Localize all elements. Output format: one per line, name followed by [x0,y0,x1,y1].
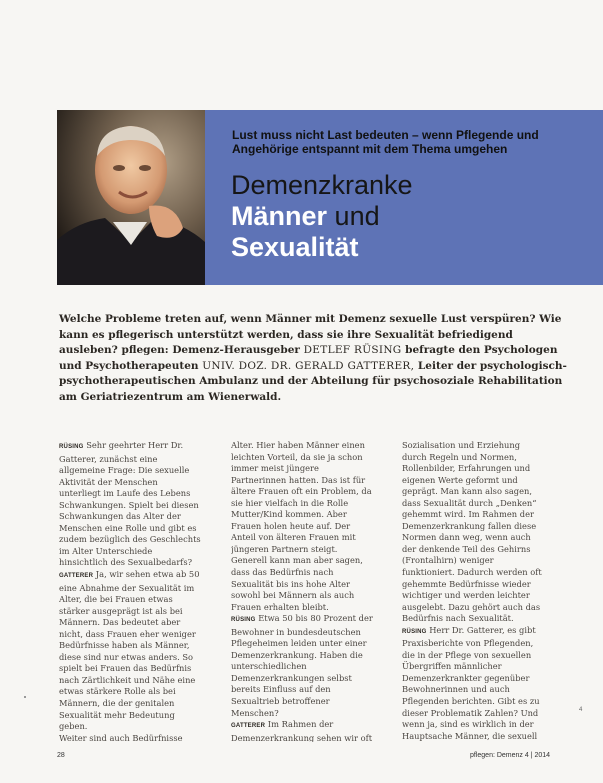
col2-text-3: Im Rahmen der Demenzerkrankung sehen wir oft [231,719,373,742]
col2-paragraph-1: Alter. Hier haben Männer einen leichten Vorteil, da sie ja schon immer meist jüngere Partnerinnen hatten. Das ist für ältere Frauen oft ein Problem, da sie hier vielfach in die Rolle Mutter/Kind kommen. Aber Frauen holen heute auf. Der Anteil von älteren Frauen mit jüngeren Partnern steigt. Generell kann man aber sagen, dass das Bedürfnis nach Sexualität bis ins hohe Alter sowohl bei Männern als auch Frauen erhalten bleibt. [231,440,372,612]
speaker-label: GATTERER [59,573,94,580]
margin-mark [24,696,26,698]
portrait-photo [57,110,205,285]
col1-paragraph-1 [59,440,201,569]
intro-name-ruesing: DETLEF RÜSING [303,344,402,356]
article-title [231,170,591,263]
intro-text-2: befragte den Psychologen und Psychotherapeuten [59,344,558,372]
journal-footer: pflegen: Demenz 4 | 2014 [470,752,551,759]
col2-paragraph-3 [231,719,373,742]
title-word-sexualitaet: Sexualität [231,232,359,262]
col2-text-2: Etwa 50 bis 80 Prozent der Bewohner in bundesdeutschen Pflegeheimen leiden unter einer Demenzerkrankung. Haben die unterschiedlichen Demenzerkrankungen selbst bereits Einfluss auf den Sexualtrieb betroffener Menschen? [231,613,373,718]
col3-text-2: Herr Dr. Gatterer, es gibt Praxisberichte von Pflegenden, die in der Pflege von sexuellen Übergriffen männlicher Demenzerkrankter gegenüber Bewohnerinnen und auch Pflegenden berichten. Gibt es zu dieser Problematik Zahlen? Und wenn ja, sind es wirklich in der Hauptsache Männer, die sexuell [402,624,540,741]
intro-text-1: Welche Probleme treten auf, wenn Männer mit Demenz sexuelle Lust verspüren? Wie kann es pflegerisch unterstützt werden, dass sie ihre Sexualität befriedigend ausleben? pflegen: Demenz-Herausgeber [59,313,562,356]
speaker-label: RÜSING [59,444,84,450]
col1-text-1: Sehr geehrter Herr Dr. Gatterer, zunächst eine allgemeine Frage: Die sexuelle Aktivität der Menschen unterliegt im Laufe des Lebens Schwankungen. Spielt bei diesen Schwankungen das Alter der Menschen eine Rolle und gibt es zudem bezüglich des Geschlechts im Alter Unterschiede hinsichtlich des Sexualbedarfs? [59,440,201,568]
title-word-maenner: Männer [231,201,328,231]
text-column-2 [231,440,373,742]
intro-text-3: Leiter der psychologisch-psychotherapeutischen Ambulanz und der Abteilung für psychosoziale Rehabilitation am Geriatriezentrum am Wienerwald. [59,359,567,403]
side-marker: 4 [579,707,583,713]
title-word-und: und [334,201,380,231]
speaker-label: RÜSING [231,617,256,624]
col1-paragraph-3: Weiter sind auch Bedürfnisse [59,732,183,742]
col3-paragraph-1: Sozialisation und Erziehung durch Regeln und Normen, Rollenbilder, Erfahrungen und eigenen Werte geformt und geprägt. Man kann also sagen, dass Sexualität durch „Denken“ gehemmt wird. Im Rahmen der Demenzerkrankung fallen diese Normen dann weg, wenn auch der denkende Teil des Gehirns (Frontalhirn) weniger funktioniert. Dadurch werden oft gehemmte Bedürfnisse wieder wichtiger und werden leichter ausgelebt. Dazu gehört auch das Bedürfnis nach Sexualität. [402,440,542,624]
title-line1: Demenzkranke [231,170,413,200]
speaker-label: RÜSING [402,628,427,635]
page-number: 28 [57,752,65,759]
text-column-1 [59,440,201,742]
col1-text-2: Ja, wir sehen etwa ab 50 eine Abnahme der Sexualität im Alter, die bei Frauen etwas stärker ausgeprägt ist als bei Männern. Das bedeutet aber nicht, dass Frauen eher weniger Bedürfnisse haben als Männer, diese sind nur etwas anders. So spielt bei Frauen das Bedürfnis nach Zärtlichkeit und Nähe eine etwas stärkere Rolle als bei Männern, die der genitalen Sexualität mehr Bedeutung geben. [59,569,200,732]
speaker-label: GATTERER [231,723,266,730]
intro-name-gatterer: UNIV. DOZ. DR. GERALD GATTERER, [202,359,415,372]
col1-paragraph-2 [59,569,201,733]
subtitle: Lust muss nicht Last bedeuten – wenn Pflegende und Angehörige entspannt mit dem Thema umgehen [232,128,539,156]
intro-paragraph [59,312,569,405]
col2-paragraph-2 [231,613,373,719]
col3-paragraph-2 [402,625,544,742]
text-column-3 [402,440,544,742]
